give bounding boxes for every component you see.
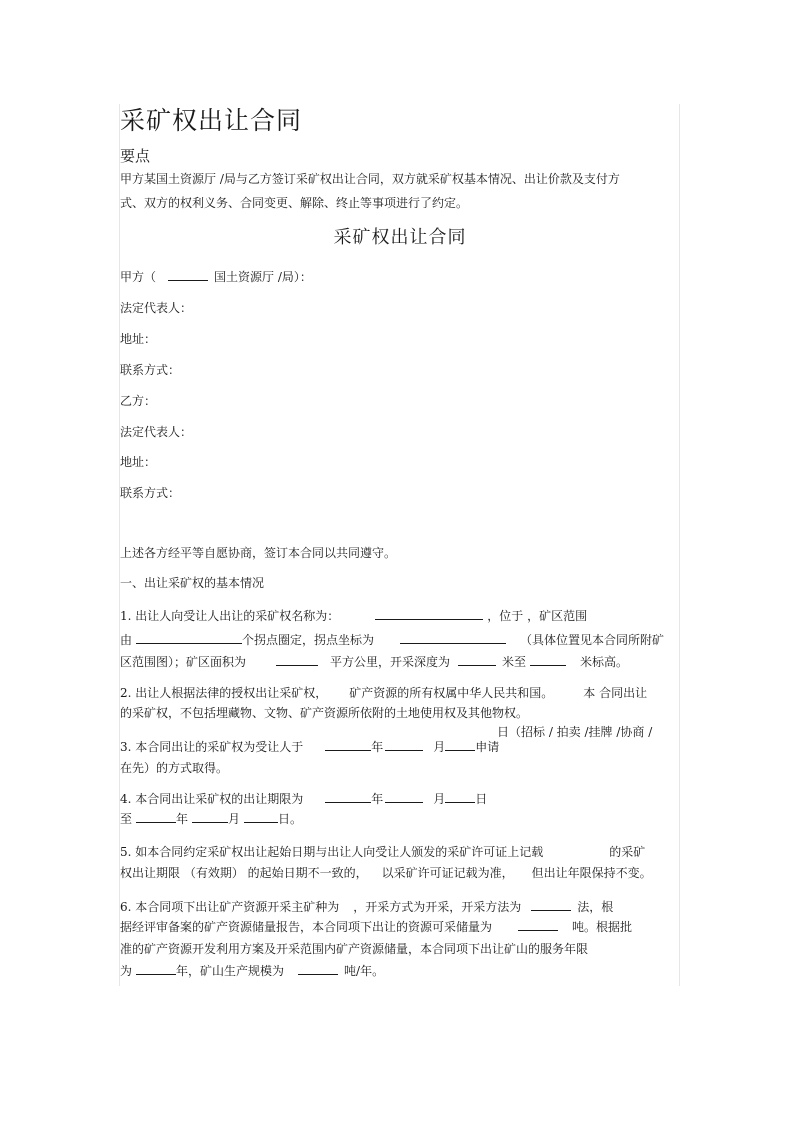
- clause-1-text: 1. 出让人向受让人出让的采矿权名称为：: [120, 609, 340, 623]
- clause-2-text-b: 矿产资源的所有权属中华人民共和国。: [349, 686, 554, 700]
- clause-1-from-text: 由: [120, 633, 133, 647]
- clause-5-text-a: 5. 如本合同约定采矿权出让起始日期与出让人向受让人颁发的采矿许可证上记载: [120, 845, 544, 859]
- production-scale-blank[interactable]: [298, 964, 338, 975]
- section-1-heading: 一、出让采矿权的基本情况: [120, 576, 265, 590]
- clause-6-line-4: [120, 964, 384, 978]
- clause-6-text-a: 6. 本合同项下出让矿产资源开采主矿种为: [120, 900, 340, 914]
- clause-3-line-2: 在先）的方式取得。: [120, 761, 229, 775]
- depth-from-blank[interactable]: [458, 655, 496, 666]
- term-start-year-blank[interactable]: [325, 792, 371, 803]
- clause-1-line-3: [120, 655, 628, 669]
- party-b-rep: 法定代表人：: [120, 425, 193, 439]
- coordinates-blank[interactable]: [400, 633, 506, 644]
- party-a-address: 地址：: [120, 332, 157, 346]
- summary-line-2: 式、双方的权利义务、合同变更、解除、终止等事项进行了约定。: [120, 196, 469, 210]
- clause-6-text-c: 法，根: [577, 900, 614, 914]
- clause-5-text-d: 以采矿许可证记载为准，: [381, 866, 514, 880]
- reserves-blank[interactable]: [518, 920, 558, 931]
- agreement-line: 上述各方经平等自愿协商，签订本合同以共同遵守。: [120, 546, 397, 560]
- clause-6-text-e: 吨。根据批: [572, 920, 633, 934]
- term-end-day-label: 日。: [278, 812, 303, 826]
- clause-1-to-text: 米至: [502, 655, 527, 669]
- party-a-suffix: 国土资源厅 /局）：: [214, 270, 312, 284]
- contract-title: 采矿权出让合同: [333, 227, 467, 248]
- clause-6-line-1: [120, 900, 613, 914]
- clause-6-unit-text: 吨/年。: [344, 964, 385, 978]
- apply-month-blank[interactable]: [385, 740, 423, 751]
- party-b-contact: 联系方式：: [120, 486, 181, 500]
- clause-5-line-2: [120, 866, 652, 880]
- clause-4-line-2: [120, 812, 302, 826]
- term-start-month-blank[interactable]: [385, 792, 423, 803]
- term-start-day-label: 日: [475, 792, 488, 806]
- inflection-count-blank[interactable]: [136, 633, 242, 644]
- term-start-month-label: 月: [433, 792, 446, 806]
- clause-2-text-a: 2. 出让人根据法律的授权出让采矿权，: [120, 686, 328, 700]
- clause-1-elevation-text: 米标高。: [580, 655, 629, 669]
- clause-2-text-c: 本 合同出让: [583, 686, 648, 700]
- clause-3-line-1: [120, 740, 499, 754]
- clause-1-area-text: 区范围图）；矿区面积为: [120, 655, 247, 669]
- mining-right-name-blank[interactable]: [375, 609, 483, 620]
- clause-6-text-b: ，开采方式为开采，开采方法为: [353, 900, 522, 914]
- clause-2-line-2: 的采矿权，不包括埋藏物、文物、矿产资源所依附的土地使用权及其他物权。: [120, 706, 529, 720]
- mining-method-blank[interactable]: [531, 900, 571, 911]
- apply-year-blank[interactable]: [325, 740, 371, 751]
- term-end-day-blank[interactable]: [244, 812, 278, 823]
- apply-label: 申请: [475, 740, 500, 754]
- term-end-month-label: 月: [228, 812, 241, 826]
- term-end-year-blank[interactable]: [136, 812, 176, 823]
- clause-1-location-text: ，位于 ，矿区范围: [487, 609, 588, 623]
- clause-6-scale-text: 年，矿山生产规模为: [176, 964, 285, 978]
- area-blank[interactable]: [276, 655, 318, 666]
- clause-6-for-label: 为: [120, 964, 133, 978]
- clause-4-text: 4. 本合同出让采矿权的出让期限为: [120, 792, 304, 806]
- clause-6-line-3: 准的矿产资源开发利用方案及开采范围内矿产资源储量，本合同项下出让矿山的服务年限: [120, 942, 589, 956]
- clause-5-text-c: 权出让期限 （有效期） 的起始日期不一致的，: [120, 866, 368, 880]
- clause-5-text-b: 的采矿: [609, 845, 646, 859]
- clause-5-line-1: [120, 845, 645, 859]
- party-a-blank[interactable]: [168, 270, 208, 281]
- term-to-label: 至: [120, 812, 133, 826]
- apply-day-blank[interactable]: [445, 740, 475, 751]
- clause-1-line-1: [120, 609, 587, 623]
- clause-2-line-1: [120, 686, 647, 700]
- party-a-rep: 法定代表人：: [120, 301, 193, 315]
- clause-6-line-2: [120, 920, 632, 934]
- year-label: 年: [371, 740, 384, 754]
- month-label: 月: [433, 740, 446, 754]
- party-b-address: 地址：: [120, 455, 157, 469]
- summary-heading: 要点: [120, 147, 151, 165]
- party-a-contact: 联系方式：: [120, 363, 181, 377]
- depth-to-blank[interactable]: [530, 655, 566, 666]
- clause-3-text: 3. 本合同出让的采矿权为受让人于: [120, 740, 304, 754]
- clause-1-depth-text: 平方公里，开采深度为: [330, 655, 451, 669]
- clause-3-method-line: 日（招标 / 拍卖 /挂牌 /协商 /: [497, 725, 653, 739]
- clause-4-line-1: [120, 792, 487, 806]
- party-a-line: [120, 270, 312, 284]
- party-b: 乙方：: [120, 394, 157, 408]
- party-a-prefix: 甲方（: [120, 270, 157, 284]
- document-title: 采矿权出让合同: [120, 106, 303, 135]
- service-years-blank[interactable]: [136, 964, 176, 975]
- term-end-year-label: 年: [176, 812, 189, 826]
- clause-1-line-2: [120, 633, 664, 647]
- term-end-month-blank[interactable]: [192, 812, 228, 823]
- clause-1-attach-text: （具体位置见本合同所附矿: [520, 633, 665, 647]
- clause-5-text-e: 但出让年限保持不变。: [531, 866, 652, 880]
- clause-6-text-d: 据经评审备案的矿产资源储量报告，本合同项下出让的资源可采储量为: [120, 920, 493, 934]
- clause-1-coord-text: 个拐点圈定，拐点坐标为: [242, 633, 375, 647]
- term-start-year-label: 年: [371, 792, 384, 806]
- summary-line-1: 甲方某国土资源厅 /局与乙方签订采矿权出让合同，双方就采矿权基本情况、出让价款及支付方: [120, 172, 620, 186]
- term-start-day-blank[interactable]: [445, 792, 475, 803]
